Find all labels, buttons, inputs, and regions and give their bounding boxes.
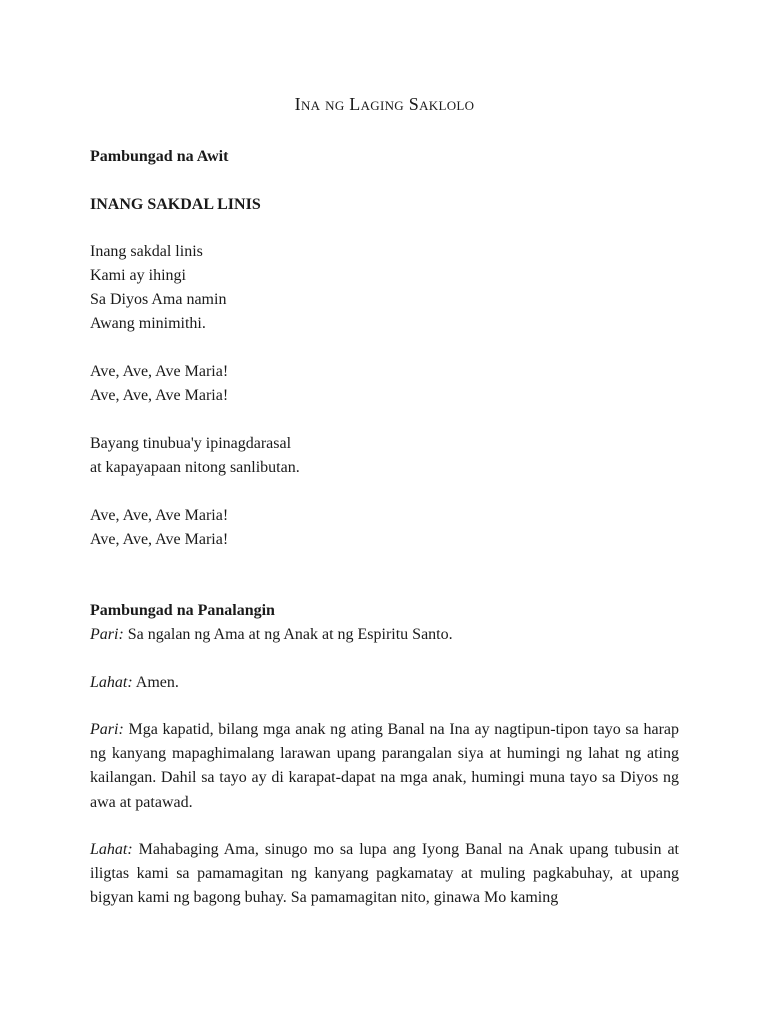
- song-line: Kami ay ihingi: [90, 267, 186, 284]
- prayer-text: Sa ngalan ng Ama at ng Anak at ng Espiritu Santo.: [123, 626, 453, 643]
- prayer-paragraph: [90, 838, 679, 911]
- song-line: Awang minimithi.: [90, 315, 206, 332]
- prayer-paragraph: [90, 718, 679, 815]
- page-title: Ina ng Laging Saklolo: [294, 94, 475, 114]
- song-refrain-line: Ave, Ave, Ave Maria!: [90, 507, 229, 524]
- song-line: Sa Diyos Ama namin: [90, 291, 227, 308]
- speaker-label: Pari:: [90, 721, 124, 738]
- prayer-text: Mahabaging Ama, sinugo mo sa lupa ang Iyong Banal na Anak upang tubusin at iligtas kami sa pamamagitan ng kanyang pagkamatay at muling pagkabuhay, at upang bigyan kami ng bagong buhay. Sa pamamagitan nito, ginawa Mo kaming: [90, 841, 679, 907]
- prayer-text: Mga kapatid, bilang mga anak ng ating Banal na Ina ay nagtipun-tipon tayo sa harap ng kanyang mapaghimalang larawan upang parangalan siya at humingi ng lahat ng ating kailangan. Dahil sa tayo ay di karapat-dapat na mga anak, humingi muna tayo sa Diyos ng awa at patawad.: [90, 721, 679, 811]
- song-line: Inang sakdal linis: [90, 243, 203, 260]
- prayer-line: [90, 623, 453, 647]
- section-heading-opening-song: Pambungad na Awit: [90, 148, 229, 165]
- song-refrain-line: Ave, Ave, Ave Maria!: [90, 363, 229, 380]
- speaker-label: Lahat:: [90, 674, 133, 691]
- song-line: Bayang tinubua'y ipinagdarasal: [90, 435, 292, 452]
- prayer-line: [90, 671, 179, 695]
- section-heading-opening-prayer: Pambungad na Panalangin: [90, 602, 275, 619]
- song-line: at kapayapaan nitong sanlibutan.: [90, 459, 300, 476]
- prayer-text: Amen.: [132, 674, 179, 691]
- song-title: INANG SAKDAL LINIS: [90, 196, 261, 213]
- song-refrain-line: Ave, Ave, Ave Maria!: [90, 531, 229, 548]
- speaker-label: Lahat:: [90, 841, 133, 858]
- song-refrain-line: Ave, Ave, Ave Maria!: [90, 387, 229, 404]
- speaker-label: Pari:: [90, 626, 124, 643]
